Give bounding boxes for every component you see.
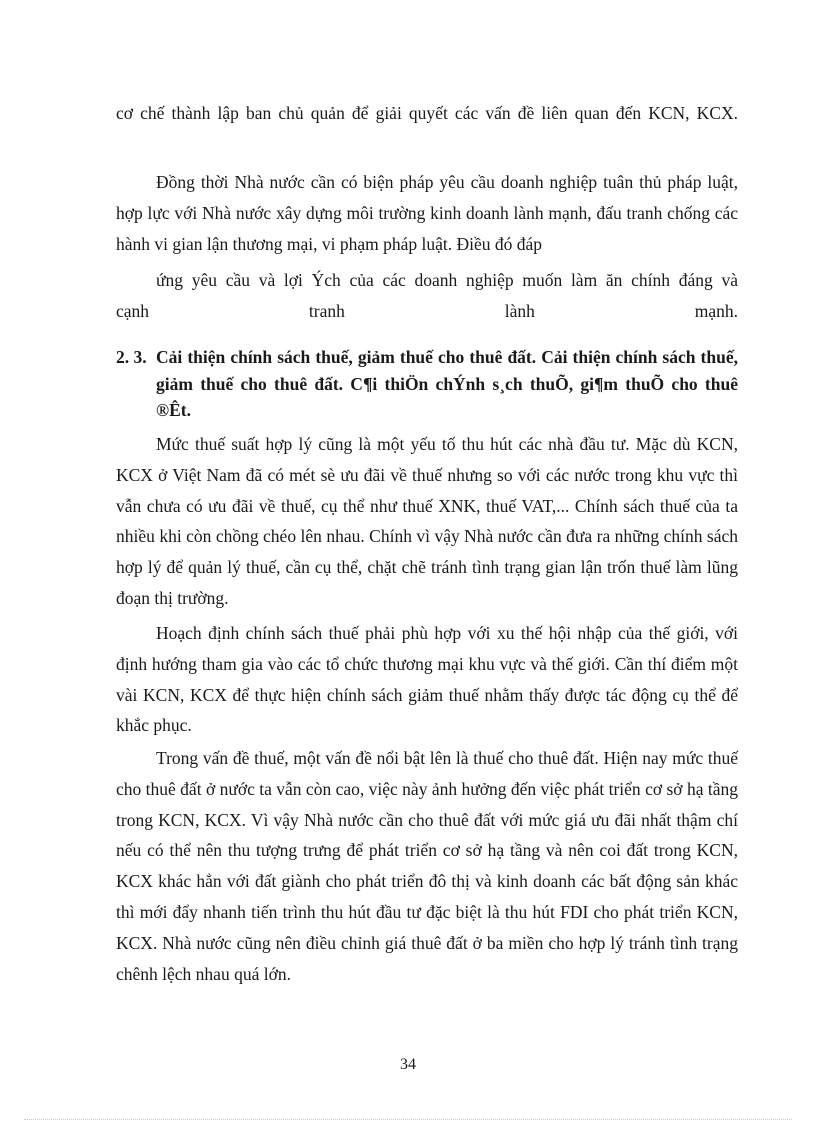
- word: mạnh.: [694, 301, 738, 321]
- section-title: Cải thiện chính sách thuế, giảm thuế cho thuê đất. Cải thiện chính sách thuế, giảm thuế cho thuê đất. C¶i thiÖn chÝnh s¸ch thuÕ, gi¶m thuÕ cho thuê ®Êt.: [156, 347, 738, 420]
- page-bottom-divider: [24, 1119, 792, 1120]
- paragraph-tax-policy: Hoạch định chính sách thuế phải phù hợp với xu thế hội nhập của thế giới, với định hướng tham gia vào các tổ chức thương mại khu vực và thế giới. Cần thí điểm một vài KCN, KCX để thực hiện chính sách giảm thuế nhằm thấy được tác động cụ thể để khắc phục.: [116, 623, 738, 736]
- paragraph-continuation: cơ chế thành lập ban chủ quản để giải quyết các vấn đề liên quan đến KCN, KCX.: [116, 103, 738, 123]
- paragraph-benefit-line2: [116, 296, 738, 327]
- paragraph-tax-rate: Mức thuế suất hợp lý cũng là một yếu tố thu hút các nhà đầu tư. Mặc dù KCN, KCX ở Việt Nam đã có mét sè ưu đãi về thuế nhưng so với các nước trong khu vực thì vẫn chưa có ưu đãi về thuế, cụ thể như thuế XNK, thuế VAT,... Chính sách thuế của ta nhiều khi còn chồng chéo lên nhau. Chính vì vậy Nhà nước cần đưa ra những chính sách hợp lý để quản lý thuế, cần cụ thể, chặt chẽ tránh tình trạng gian lận trốn thuế làm lũng đoạn thị trường.: [116, 434, 738, 608]
- page-number: 34: [400, 1056, 416, 1073]
- section-number: 2. 3.: [116, 347, 147, 367]
- paragraph-benefit-line1: ứng yêu cầu và lợi Ých của các doanh nghiệp muốn làm ăn chính đáng và: [156, 270, 738, 290]
- word: lành: [504, 301, 535, 321]
- section-heading: [116, 344, 738, 424]
- word: cạnh: [116, 301, 150, 321]
- paragraph-compliance: Đồng thời Nhà nước cần có biện pháp yêu cầu doanh nghiệp tuân thủ pháp luật, hợp lực với Nhà nước xây dựng môi trường kinh doanh lành mạnh, đấu tranh chống các hành vi gian lận thương mại, vi phạm pháp luật. Điều đó đáp: [116, 172, 738, 254]
- paragraph-land-tax: Trong vấn đề thuế, một vấn đề nổi bật lên là thuế cho thuê đất. Hiện nay mức thuế cho thuê đất ở nước ta vẫn còn cao, việc này ảnh hưởng đến việc phát triển cơ sở hạ tầng trong KCN, KCX. Vì vậy Nhà nước cần cho thuê đất với mức giá ưu đãi nhất thậm chí nếu có thể nên thu tượng trưng để phát triển cơ sở hạ tầng và nên coi đất trong KCN, KCX khác hẳn với đất giành cho phát triển đô thị và kinh doanh các bất động sản khác thì mới đẩy nhanh tiến trình thu hút đầu tư đặc biệt là thu hút FDI cho phát triển KCN, KCX. Nhà nước cũng nên điều chỉnh giá thuê đất ở ba miền cho hợp lý tránh tình trạng chênh lệch nhau quá lớn.: [116, 748, 738, 984]
- paragraph-benefit: [156, 265, 738, 296]
- word: tranh: [308, 301, 345, 321]
